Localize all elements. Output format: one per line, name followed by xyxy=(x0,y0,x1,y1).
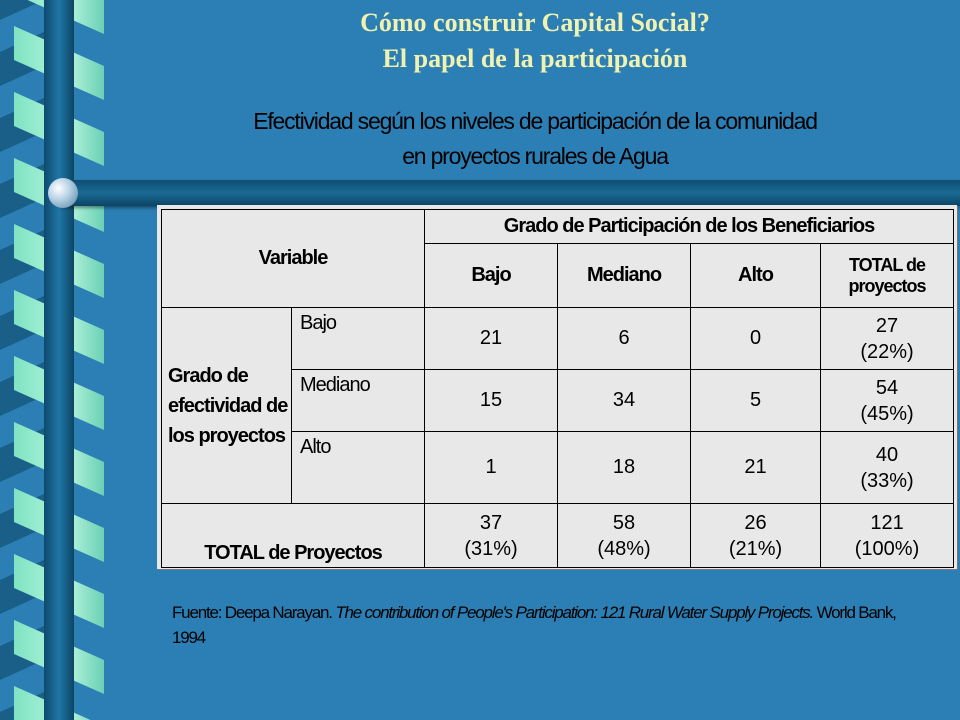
source-suffix: World Bank, 1994 xyxy=(172,603,896,647)
participation-table xyxy=(161,209,954,568)
horizontal-divider-bar xyxy=(62,180,960,206)
row-label-mediano: Mediano xyxy=(292,370,425,432)
source-citation xyxy=(172,600,932,650)
cell: 0 xyxy=(691,308,821,370)
row-group-label: Grado de efectividad de los proyectos xyxy=(162,308,292,504)
total-pct: (21%) xyxy=(728,537,783,560)
header-variable: Variable xyxy=(162,210,425,308)
row-total-cell xyxy=(821,432,954,504)
total-value: 58 xyxy=(612,511,636,534)
total-pct: (100%) xyxy=(854,537,920,560)
total-cell xyxy=(821,504,954,568)
total-pct: (31%) xyxy=(464,537,518,560)
total-pct: (48%) xyxy=(597,537,651,560)
row-total-pct: (33%) xyxy=(860,469,914,492)
cell: 15 xyxy=(425,370,558,432)
page-title-line2: El papel de la participación xyxy=(382,44,688,73)
cell: 21 xyxy=(691,432,821,504)
table-caption-line1: Efectividad según los niveles de participación de la comunidad xyxy=(253,108,817,134)
row-total: 54 xyxy=(875,376,899,399)
row-label-bajo: Bajo xyxy=(292,308,425,370)
totals-label: TOTAL de Proyectos xyxy=(162,504,425,568)
total-cell xyxy=(558,504,691,568)
header-col-total: TOTAL de proyectos xyxy=(821,244,954,308)
cell: 21 xyxy=(425,308,558,370)
row-total: 27 xyxy=(875,314,899,337)
bar-knob xyxy=(48,178,78,208)
total-value: 26 xyxy=(744,511,767,534)
header-col-bajo: Bajo xyxy=(425,244,558,308)
source-prefix: Fuente: Deepa Narayan. xyxy=(172,603,332,622)
decorative-ribbon xyxy=(0,0,110,720)
table-caption-line2: en proyectos rurales de Agua xyxy=(402,143,668,169)
row-total-cell xyxy=(821,370,954,432)
cell: 18 xyxy=(558,432,691,504)
data-table-frame xyxy=(157,205,957,569)
row-total-pct: (22%) xyxy=(860,340,914,363)
total-cell xyxy=(425,504,558,568)
cell: 1 xyxy=(425,432,558,504)
row-label-alto: Alto xyxy=(292,432,425,504)
row-total-pct: (45%) xyxy=(860,402,914,425)
total-value: 37 xyxy=(479,511,503,534)
header-col-mediano: Mediano xyxy=(558,244,691,308)
header-participation-group: Grado de Participación de los Beneficiarios xyxy=(425,210,954,244)
cell: 34 xyxy=(558,370,691,432)
total-cell xyxy=(691,504,821,568)
header-col-alto: Alto xyxy=(691,244,821,308)
source-title: The contribution of People's Participation: 121 Rural Water Supply Projects. xyxy=(335,603,814,622)
cell: 6 xyxy=(558,308,691,370)
row-total: 40 xyxy=(875,443,899,466)
cell: 5 xyxy=(691,370,821,432)
total-value: 121 xyxy=(870,511,904,534)
page-title-line1: Cómo construir Capital Social? xyxy=(360,8,710,37)
row-total-cell xyxy=(821,308,954,370)
